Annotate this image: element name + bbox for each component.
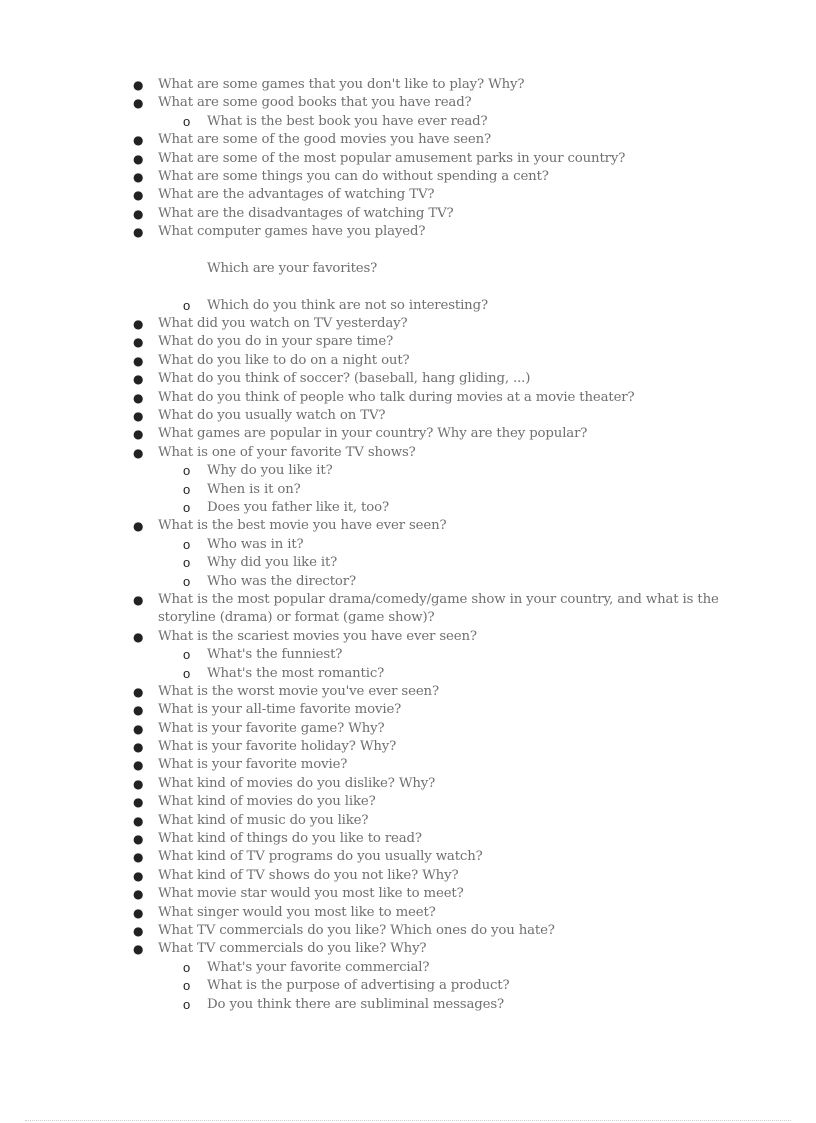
question-text: What is the most popular drama/comedy/game show in your country, and what is the storyline (drama) or format (game show)? <box>158 591 719 626</box>
question-item <box>0 940 816 958</box>
question-item <box>0 315 816 333</box>
bullet-icon: ● <box>133 923 144 938</box>
question-text: What kind of movies do you like? <box>158 794 376 810</box>
question-text: What do you think of soccer? (baseball, hang gliding, ...) <box>158 371 531 387</box>
sub-question-text: When is it on? <box>207 481 301 497</box>
sub-question-text: Who was in it? <box>207 536 304 552</box>
question-text: What are some of the most popular amusement parks in your country? <box>158 150 626 166</box>
bullet-icon: ● <box>133 721 144 736</box>
question-item <box>0 683 816 701</box>
bullet-icon: ● <box>133 942 144 957</box>
question-text: What is the worst movie you've ever seen? <box>158 683 439 699</box>
question-text: What kind of movies do you dislike? Why? <box>158 775 436 791</box>
sub-bullet-icon: o <box>183 573 191 589</box>
sub-question-item <box>0 665 816 683</box>
question-text: What are some games that you don't like to play? Why? <box>158 77 525 92</box>
question-item <box>0 738 816 756</box>
question-text: What is the best movie you have ever seen? <box>158 518 447 534</box>
sub-question-text: Which do you think are not so interesting? <box>207 297 488 313</box>
question-text: What are some good books that you have read? <box>158 95 472 111</box>
question-item <box>0 150 816 168</box>
question-text: What do you usually watch on TV? <box>158 408 386 424</box>
question-item <box>0 591 816 628</box>
question-item <box>0 793 816 811</box>
question-item <box>0 885 816 903</box>
bullet-icon: ● <box>133 905 144 920</box>
bullet-icon: ● <box>133 832 144 847</box>
question-text: What is one of your favorite TV shows? <box>158 444 416 460</box>
question-text: What singer would you most like to meet? <box>158 904 436 920</box>
question-item <box>0 904 816 922</box>
sub-question-item <box>0 481 816 499</box>
question-text: What is your favorite game? Why? <box>158 720 385 736</box>
bullet-icon: ● <box>133 353 144 368</box>
sub-bullet-icon: o <box>183 647 191 663</box>
bullet-icon: ● <box>133 206 144 221</box>
question-item <box>0 352 816 370</box>
bullet-icon: ● <box>133 169 144 184</box>
sub-question-item <box>0 996 816 1014</box>
continuation-line <box>0 260 816 278</box>
page-bottom-border <box>25 1120 791 1121</box>
question-text: What movie star would you most like to meet? <box>158 886 464 902</box>
question-item <box>0 444 816 462</box>
question-text: What games are popular in your country? Why are they popular? <box>158 426 588 442</box>
question-item <box>0 848 816 866</box>
question-text: What are the advantages of watching TV? <box>158 187 435 203</box>
question-item <box>0 775 816 793</box>
bullet-icon: ● <box>133 703 144 718</box>
blank-line <box>0 242 816 260</box>
bullet-icon: ● <box>133 850 144 865</box>
question-text: What is your favorite holiday? Why? <box>158 739 397 755</box>
question-item <box>0 223 816 241</box>
question-item <box>0 425 816 443</box>
bullet-icon: ● <box>133 372 144 387</box>
sub-question-text: Why do you like it? <box>207 463 333 479</box>
sub-question-text: What's the funniest? <box>207 647 343 663</box>
bullet-icon: ● <box>133 795 144 810</box>
sub-bullet-icon: o <box>183 665 191 681</box>
question-text: What are the disadvantages of watching TV? <box>158 205 454 221</box>
sub-question-item <box>0 573 816 591</box>
sub-question-text: What is the best book you have ever read? <box>207 113 488 129</box>
bullet-icon: ● <box>133 96 144 111</box>
question-item <box>0 205 816 223</box>
bullet-icon: ● <box>133 813 144 828</box>
question-text: What do you like to do on a night out? <box>158 352 410 368</box>
blank-line <box>0 278 816 296</box>
sub-bullet-icon: o <box>183 959 191 975</box>
question-item <box>0 131 816 149</box>
question-item <box>0 628 816 646</box>
question-text: What is your all-time favorite movie? <box>158 702 402 718</box>
bullet-icon: ● <box>133 335 144 350</box>
question-item <box>0 76 816 94</box>
sub-bullet-icon: o <box>183 499 191 515</box>
sub-question-item <box>0 297 816 315</box>
question-item <box>0 830 816 848</box>
question-text: What do you do in your spare time? <box>158 334 394 350</box>
bullet-icon: ● <box>133 592 144 607</box>
sub-bullet-icon: o <box>183 978 191 994</box>
bullet-icon: ● <box>133 409 144 424</box>
sub-question-text: Do you think there are subliminal messages? <box>207 996 504 1012</box>
bullet-icon: ● <box>133 225 144 240</box>
sub-bullet-icon: o <box>183 463 191 479</box>
question-text: What TV commercials do you like? Which ones do you hate? <box>158 922 555 938</box>
question-text: What TV commercials do you like? Why? <box>158 941 427 957</box>
sub-question-item <box>0 113 816 131</box>
sub-question-text: Why did you like it? <box>207 555 338 571</box>
sub-question-text: What is the purpose of advertising a product? <box>207 978 510 994</box>
question-text: What kind of TV shows do you not like? Why? <box>158 867 459 883</box>
question-text: What kind of TV programs do you usually watch? <box>158 849 483 865</box>
sub-question-text: Does you father like it, too? <box>207 499 389 515</box>
sub-question-text: What's the most romantic? <box>207 665 385 681</box>
bullet-icon: ● <box>133 188 144 203</box>
sub-question-text: Who was the director? <box>207 573 356 589</box>
bullet-icon: ● <box>133 427 144 442</box>
sub-bullet-icon: o <box>183 996 191 1012</box>
bullet-icon: ● <box>133 868 144 883</box>
bullet-icon: ● <box>133 519 144 534</box>
question-item <box>0 812 816 830</box>
continuation-text: Which are your favorites? <box>207 260 378 276</box>
question-item <box>0 168 816 186</box>
question-item <box>0 867 816 885</box>
bullet-icon: ● <box>133 776 144 791</box>
question-text: What do you think of people who talk during movies at a movie theater? <box>158 389 635 405</box>
bullet-icon: ● <box>133 133 144 148</box>
question-text: What kind of music do you like? <box>158 812 369 828</box>
sub-question-item <box>0 977 816 995</box>
question-text: What did you watch on TV yesterday? <box>158 316 408 332</box>
sub-question-item <box>0 536 816 554</box>
question-item <box>0 186 816 204</box>
question-text: What is your favorite movie? <box>158 757 348 773</box>
sub-question-item <box>0 462 816 480</box>
sub-question-text: What's your favorite commercial? <box>207 959 430 975</box>
bullet-icon: ● <box>133 445 144 460</box>
question-item <box>0 517 816 535</box>
question-item <box>0 922 816 940</box>
question-item <box>0 389 816 407</box>
sub-bullet-icon: o <box>183 536 191 552</box>
question-item <box>0 701 816 719</box>
question-item <box>0 407 816 425</box>
bullet-icon: ● <box>133 78 144 92</box>
bullet-icon: ● <box>133 887 144 902</box>
question-item <box>0 333 816 351</box>
question-item <box>0 756 816 774</box>
question-text: What is the scariest movies you have ever seen? <box>158 628 477 644</box>
bullet-icon: ● <box>133 390 144 405</box>
sub-question-item <box>0 499 816 517</box>
sub-bullet-icon: o <box>183 555 191 571</box>
sub-bullet-icon: o <box>183 481 191 497</box>
sub-question-item <box>0 959 816 977</box>
question-text: What computer games have you played? <box>158 224 426 240</box>
bullet-icon: ● <box>133 684 144 699</box>
question-text: What are some things you can do without spending a cent? <box>158 168 549 184</box>
bullet-icon: ● <box>133 758 144 773</box>
question-item <box>0 94 816 112</box>
bullet-icon: ● <box>133 629 144 644</box>
sub-question-item <box>0 646 816 664</box>
sub-bullet-icon: o <box>183 297 191 313</box>
question-item <box>0 720 816 738</box>
sub-question-item <box>0 554 816 572</box>
question-text: What kind of things do you like to read? <box>158 831 422 847</box>
sub-bullet-icon: o <box>183 113 191 129</box>
question-text: What are some of the good movies you have seen? <box>158 132 491 148</box>
bullet-icon: ● <box>133 317 144 332</box>
bullet-icon: ● <box>133 151 144 166</box>
question-item <box>0 370 816 388</box>
question-list <box>0 76 816 1014</box>
bullet-icon: ● <box>133 740 144 755</box>
